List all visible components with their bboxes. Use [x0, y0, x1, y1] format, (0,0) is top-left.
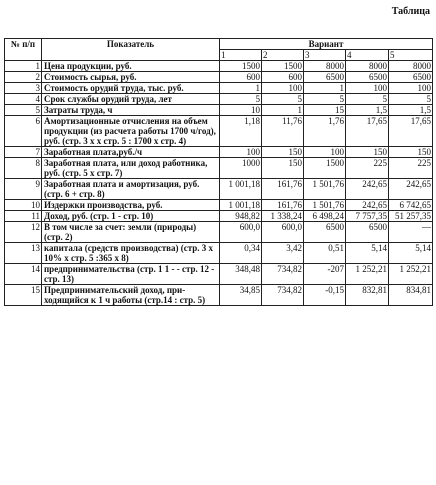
row-indicator: Доход, руб. (стр. 1 - стр. 10)	[42, 211, 220, 222]
cell-variant-4: 6500	[346, 222, 389, 243]
cell-variant-4: 225	[346, 158, 389, 179]
header-variant-2: 2	[262, 50, 304, 61]
cell-variant-2: 150	[262, 158, 304, 179]
table-row	[5, 211, 433, 222]
cell-variant-2: 5	[262, 94, 304, 105]
row-indicator: Стоимость орудий труда, тыс. руб.	[42, 83, 220, 94]
row-indicator: Стоимость сырья, руб.	[42, 72, 220, 83]
cell-variant-5: 1 252,21	[389, 264, 433, 285]
cell-variant-3: 1500	[304, 158, 346, 179]
data-table	[4, 38, 433, 306]
cell-variant-2: 734,82	[262, 264, 304, 285]
table-row	[5, 72, 433, 83]
cell-variant-5: 834,81	[389, 285, 433, 306]
cell-variant-1: 1 001,18	[220, 179, 262, 200]
row-number: 9	[5, 179, 42, 200]
cell-variant-2: 600,0	[262, 222, 304, 243]
cell-variant-2: 1	[262, 105, 304, 116]
cell-variant-1: 1 001,18	[220, 200, 262, 211]
cell-variant-3: 6500	[304, 222, 346, 243]
cell-variant-5: 6 742,65	[389, 200, 433, 211]
row-number: 7	[5, 147, 42, 158]
table-row	[5, 147, 433, 158]
cell-variant-2: 161,76	[262, 179, 304, 200]
row-number: 11	[5, 211, 42, 222]
table-row	[5, 222, 433, 243]
cell-variant-1: 348,48	[220, 264, 262, 285]
cell-variant-4: 1,5	[346, 105, 389, 116]
cell-variant-4: 5,14	[346, 243, 389, 264]
table-row	[5, 264, 433, 285]
table-row	[5, 94, 433, 105]
table-caption: Таблица	[391, 6, 430, 17]
cell-variant-4: 832,81	[346, 285, 389, 306]
cell-variant-5: 100	[389, 83, 433, 94]
row-indicator: Цена продукции, руб.	[42, 61, 220, 72]
cell-variant-2: 11,76	[262, 116, 304, 147]
cell-variant-1: 1	[220, 83, 262, 94]
cell-variant-5: 17,65	[389, 116, 433, 147]
table-row	[5, 285, 433, 306]
row-number: 13	[5, 243, 42, 264]
cell-variant-4: 6500	[346, 72, 389, 83]
row-indicator: Затраты труда, ч	[42, 105, 220, 116]
row-indicator: Заработная плата и амортизация, руб. (стр. 6 + стр. 8)	[42, 179, 220, 200]
row-number: 2	[5, 72, 42, 83]
header-variant-4: 4	[346, 50, 389, 61]
row-number: 10	[5, 200, 42, 211]
table-row	[5, 116, 433, 147]
header-indicator: Показатель	[42, 39, 220, 61]
row-indicator: капитала (средств производства) (стр. 3 x 10% x стр. 5 :365 x 8)	[42, 243, 220, 264]
cell-variant-4: 17,65	[346, 116, 389, 147]
cell-variant-4: 100	[346, 83, 389, 94]
cell-variant-3: 8000	[304, 61, 346, 72]
cell-variant-5: 8000	[389, 61, 433, 72]
cell-variant-1: 5	[220, 94, 262, 105]
header-variant-5: 5	[389, 50, 433, 61]
cell-variant-4: 5	[346, 94, 389, 105]
row-indicator: В том числе за счет: земли (природы) (стр. 2)	[42, 222, 220, 243]
cell-variant-1: 948,82	[220, 211, 262, 222]
cell-variant-5: 225	[389, 158, 433, 179]
table-row	[5, 200, 433, 211]
row-indicator: Амортизационные отчисления на объем продукции (из расчета работы 1700 ч/год), руб. (стр. 3 x x стр. 5 : 1700 x стр. 4)	[42, 116, 220, 147]
header-variant-3: 3	[304, 50, 346, 61]
cell-variant-5: 6500	[389, 72, 433, 83]
cell-variant-3: 6500	[304, 72, 346, 83]
row-number: 12	[5, 222, 42, 243]
row-indicator: предпринимательства (стр. 1 1 - - стр. 12 - стр. 13)	[42, 264, 220, 285]
cell-variant-3: 1	[304, 83, 346, 94]
cell-variant-5: 5	[389, 94, 433, 105]
table-row	[5, 105, 433, 116]
cell-variant-4: 242,65	[346, 179, 389, 200]
cell-variant-1: 34,85	[220, 285, 262, 306]
cell-variant-1: 1000	[220, 158, 262, 179]
header-variant-1: 1	[220, 50, 262, 61]
cell-variant-1: 100	[220, 147, 262, 158]
row-indicator: Предпринимательский доход, при-ходящийся к 1 ч работы (стр.14 : стр. 5)	[42, 285, 220, 306]
cell-variant-4: 150	[346, 147, 389, 158]
cell-variant-4: 8000	[346, 61, 389, 72]
row-indicator: Издержки производства, руб.	[42, 200, 220, 211]
row-number: 1	[5, 61, 42, 72]
cell-variant-1: 1500	[220, 61, 262, 72]
cell-variant-2: 161,76	[262, 200, 304, 211]
table-row	[5, 83, 433, 94]
cell-variant-3: 1 501,76	[304, 200, 346, 211]
row-indicator: Заработная плата, или доход работника, руб. (стр. 5 x стр. 7)	[42, 158, 220, 179]
cell-variant-3: 15	[304, 105, 346, 116]
cell-variant-2: 3,42	[262, 243, 304, 264]
cell-variant-1: 1,18	[220, 116, 262, 147]
cell-variant-1: 10	[220, 105, 262, 116]
row-number: 8	[5, 158, 42, 179]
row-number: 3	[5, 83, 42, 94]
cell-variant-5: —	[389, 222, 433, 243]
cell-variant-5: 5,14	[389, 243, 433, 264]
cell-variant-3: 1,76	[304, 116, 346, 147]
table-row	[5, 61, 433, 72]
table-row	[5, 243, 433, 264]
cell-variant-3: -0,15	[304, 285, 346, 306]
table-row	[5, 179, 433, 200]
cell-variant-4: 7 757,35	[346, 211, 389, 222]
cell-variant-3: 100	[304, 147, 346, 158]
cell-variant-3: -207	[304, 264, 346, 285]
cell-variant-3: 6 498,24	[304, 211, 346, 222]
cell-variant-2: 1 338,24	[262, 211, 304, 222]
cell-variant-1: 0,34	[220, 243, 262, 264]
cell-variant-2: 150	[262, 147, 304, 158]
cell-variant-3: 0,51	[304, 243, 346, 264]
row-indicator: Заработная плата,руб./ч	[42, 147, 220, 158]
cell-variant-5: 242,65	[389, 179, 433, 200]
header-num: № п/п	[5, 39, 42, 61]
cell-variant-4: 1 252,21	[346, 264, 389, 285]
cell-variant-5: 1,5	[389, 105, 433, 116]
cell-variant-5: 51 257,35	[389, 211, 433, 222]
cell-variant-5: 150	[389, 147, 433, 158]
row-number: 5	[5, 105, 42, 116]
cell-variant-2: 1500	[262, 61, 304, 72]
row-number: 14	[5, 264, 42, 285]
header-variant: Вариант	[220, 39, 433, 50]
cell-variant-2: 600	[262, 72, 304, 83]
cell-variant-2: 100	[262, 83, 304, 94]
table-row	[5, 158, 433, 179]
cell-variant-3: 1 501,76	[304, 179, 346, 200]
cell-variant-1: 600	[220, 72, 262, 83]
row-number: 15	[5, 285, 42, 306]
cell-variant-2: 734,82	[262, 285, 304, 306]
row-number: 4	[5, 94, 42, 105]
row-number: 6	[5, 116, 42, 147]
row-indicator: Срок службы орудий труда, лет	[42, 94, 220, 105]
cell-variant-4: 242,65	[346, 200, 389, 211]
cell-variant-3: 5	[304, 94, 346, 105]
cell-variant-1: 600,0	[220, 222, 262, 243]
